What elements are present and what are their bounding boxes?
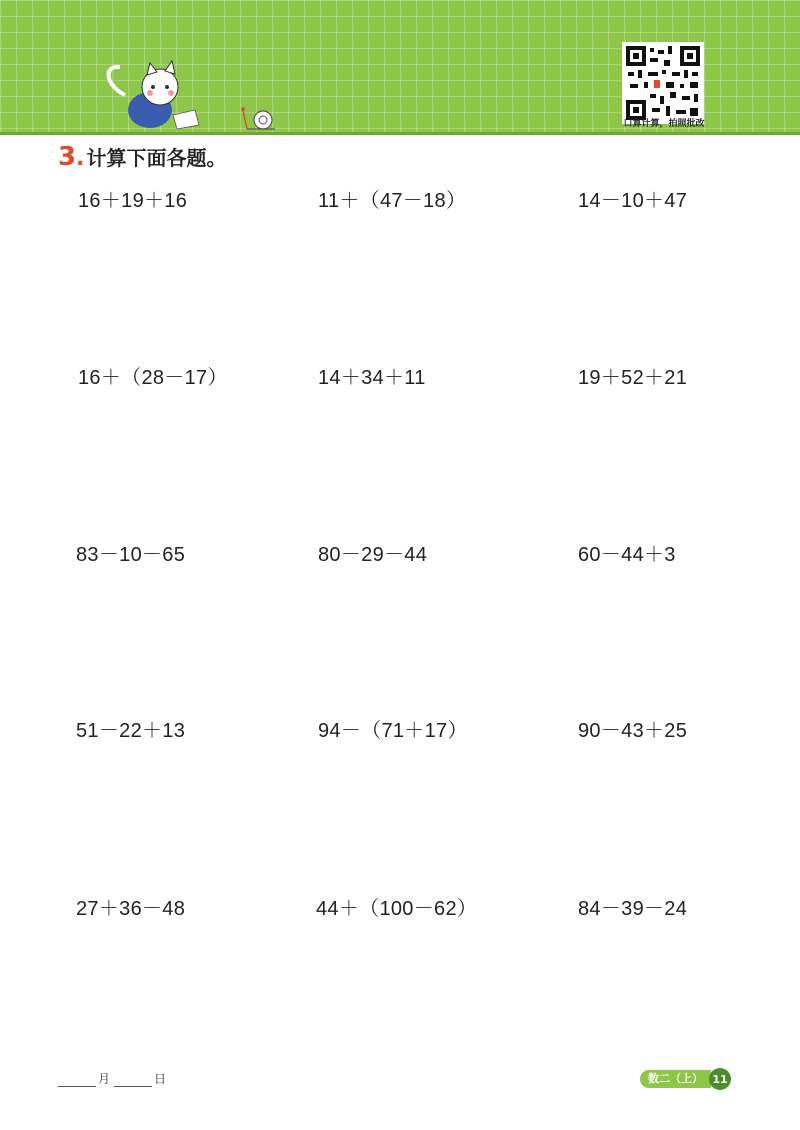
grade-page-badge <box>640 1070 731 1088</box>
day-blank[interactable] <box>114 1074 152 1087</box>
section-number: 3 <box>58 142 77 172</box>
section-number-dot: . <box>76 146 85 171</box>
problem-item: 44＋（100－62） <box>316 898 478 920</box>
problem-item: 80－29－44 <box>318 544 428 566</box>
problem-item: 84－39－24 <box>578 898 688 920</box>
month-label: 月 <box>98 1072 111 1086</box>
month-blank[interactable] <box>58 1074 96 1087</box>
grade-label: 数二（上） <box>640 1070 711 1088</box>
day-label: 日 <box>154 1072 167 1086</box>
problem-item: 83－10－65 <box>76 544 186 566</box>
problem-item: 19＋52＋21 <box>578 367 688 389</box>
problem-item: 16＋（28－17） <box>78 367 228 389</box>
problem-item: 11＋（47－18） <box>318 190 467 212</box>
problem-item: 16＋19＋16 <box>78 190 188 212</box>
problem-item: 90－43＋25 <box>578 720 688 742</box>
problem-item: 94－（71＋17） <box>318 720 468 742</box>
section-title: 计算下面各题。 <box>86 146 227 170</box>
problem-item: 60－44＋3 <box>578 544 676 566</box>
problem-item: 14＋34＋11 <box>318 367 426 389</box>
date-fill-in <box>58 1070 170 1087</box>
problem-item: 51－22＋13 <box>76 720 186 742</box>
problem-item: 14－10＋47 <box>578 190 688 212</box>
qr-caption: 口算计算，拍照批改 <box>623 119 705 129</box>
problem-item: 27＋36－48 <box>76 898 186 920</box>
page-number: 11 <box>709 1068 731 1090</box>
